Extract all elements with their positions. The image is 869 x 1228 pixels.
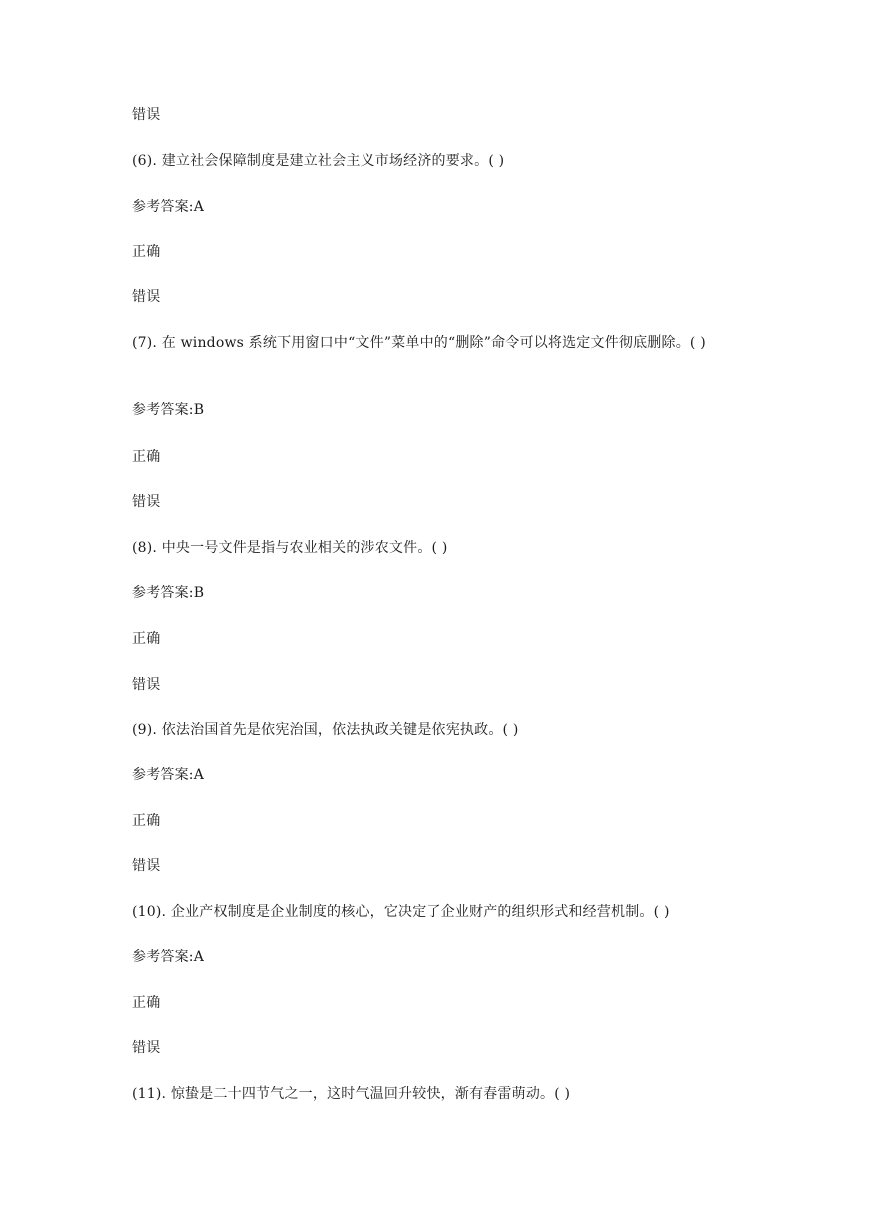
option-false: 错误 <box>132 289 161 305</box>
option-true: 正确 <box>132 244 161 260</box>
answer-8: 参考答案:B <box>132 585 205 601</box>
question-6: (6). 建立社会保障制度是建立社会主义市场经济的要求。( ) <box>132 153 505 169</box>
question-8: (8). 中央一号文件是指与农业相关的涉农文件。( ) <box>132 540 448 556</box>
option-true: 正确 <box>132 813 161 829</box>
question-9: (9). 依法治国首先是依宪治国，依法执政关键是依宪执政。( ) <box>132 722 519 738</box>
question-11: (11). 惊蛰是二十四节气之一，这时气温回升较快，渐有春雷萌动。( ) <box>132 1086 571 1102</box>
option-true: 正确 <box>132 631 161 647</box>
option-false: 错误 <box>132 858 161 874</box>
option-false: 错误 <box>132 1040 161 1056</box>
answer-9: 参考答案:A <box>132 767 205 783</box>
option-true: 正确 <box>132 995 161 1011</box>
answer-7: 参考答案:B <box>132 402 205 418</box>
option-false: 错误 <box>132 494 161 510</box>
option-false: 错误 <box>132 677 161 693</box>
option-false: 错误 <box>132 107 161 123</box>
option-true: 正确 <box>132 449 161 465</box>
question-10: (10). 企业产权制度是企业制度的核心，它决定了企业财产的组织形式和经营机制。( ) <box>132 904 670 920</box>
question-7: (7). 在 windows 系统下用窗口中“文件”菜单中的“删除”命令可以将选定文件彻底删除。( ) <box>132 335 706 351</box>
answer-6: 参考答案:A <box>132 199 205 215</box>
answer-10: 参考答案:A <box>132 949 205 965</box>
